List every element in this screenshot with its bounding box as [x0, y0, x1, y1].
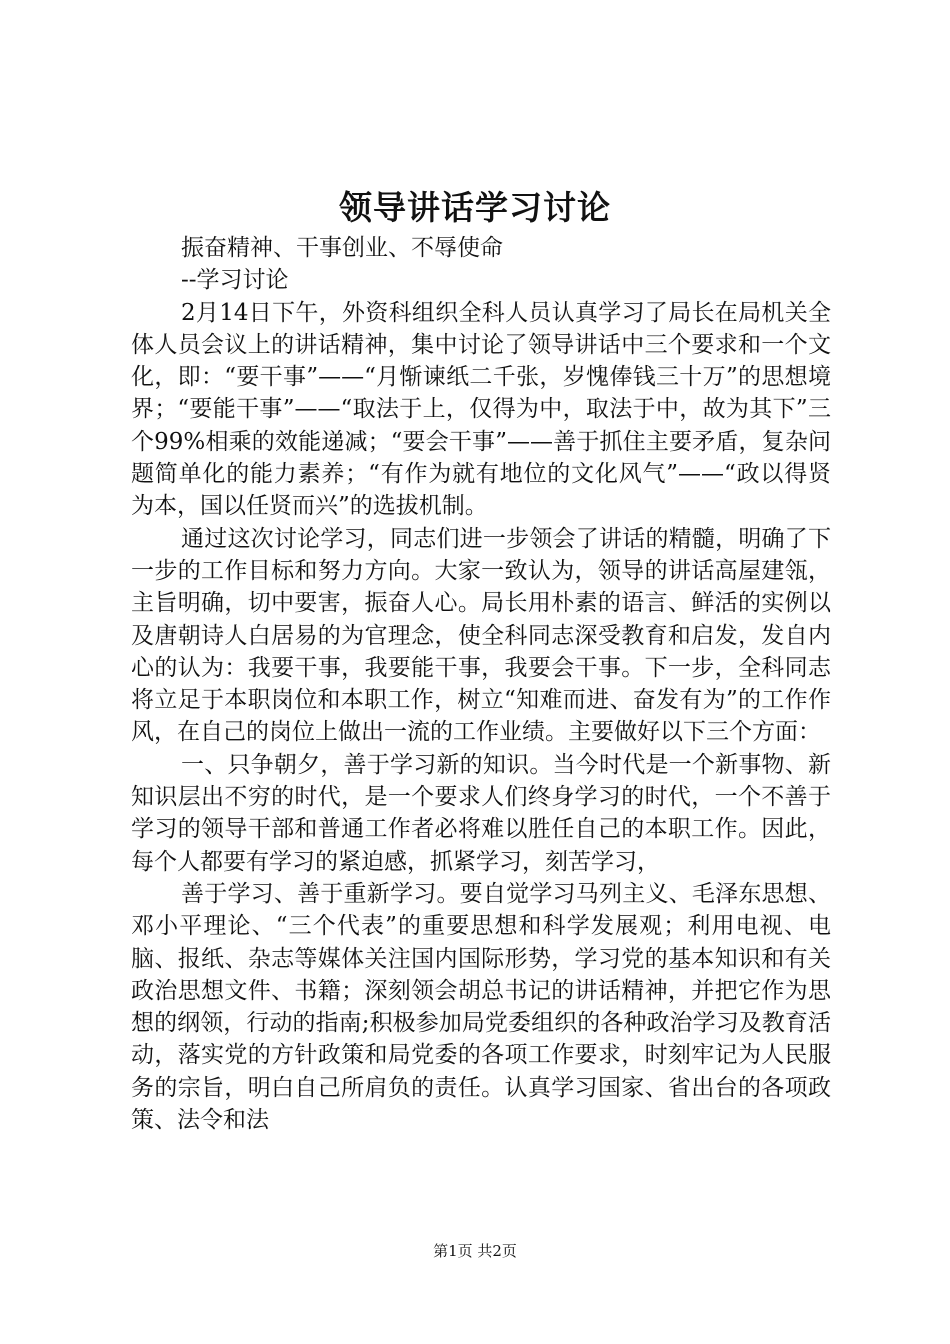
body-paragraph: 通过这次讨论学习，同志们进一步领会了讲话的精髓，明确了下一步的工作目标和努力方向。大家一致认为，领导的讲话高屋建瓴，主旨明确，切中要害，振奋人心。局长用朴素的语言、鲜活的实例以及唐朝诗人白居易的为官理念，使全科同志深受教育和启发，发自内心的认为：我要干事，我要能干事，我要会干事。下一步，全科同志将立足于本职岗位和本职工作，树立“知难而进、奋发有为”的工作作风，在自己的岗位上做出一流的工作业绩。主要做好以下三个方面：: [131, 525, 831, 746]
page-footer: 第1页 共2页: [433, 1242, 517, 1260]
document-title: 领导讲话学习讨论: [339, 188, 611, 227]
subtitle-suffix-line: --学习讨论: [181, 267, 289, 294]
body-paragraph: 善于学习、善于重新学习。要自觉学习马列主义、毛泽东思想、邓小平理论、“三个代表”的重要思想和科学发展观；利用电视、电脑、报纸、杂志等媒体关注国内国际形势，学习党的基本知识和有关政治思想文件、书籍；深刻领会胡总书记的讲话精神，并把它作为思想的纲领，行动的指南;积极参加局党委组织的各种政治学习及教育活动，落实党的方针政策和局党委的各项工作要求，时刻牢记为人民服务的宗旨，明白自己所肩负的责任。认真学习国家、省出台的各项政策、法令和法: [131, 880, 831, 1134]
subtitle-line: 振奋精神、干事创业、不辱使命: [181, 235, 503, 261]
document-body: [131, 232, 831, 1136]
body-paragraph: 2月14日下午，外资科组织全科人员认真学习了局长在局机关全体人员会议上的讲话精神，集中讨论了领导讲话中三个要求和一个文化，即：“要干事”——“月惭谏纸二千张，岁愧俸钱三十万”的思想境界；“要能干事”——“取法于上，仅得为中，取法于中，故为其下”三个99%相乘的效能递减；“要会干事”——善于抓住主要矛盾，复杂问题简单化的能力素养；“有作为就有地位的文化风气”——“政以得贤为本，国以任贤而兴”的选拔机制。: [131, 299, 831, 520]
body-paragraph: 一、只争朝夕，善于学习新的知识。当今时代是一个新事物、新知识层出不穷的时代，是一个要求人们终身学习的时代，一个不善于学习的领导干部和普通工作者必将难以胜任自己的本职工作。因此，每个人都要有学习的紧迫感，抓紧学习，刻苦学习，: [131, 751, 831, 875]
